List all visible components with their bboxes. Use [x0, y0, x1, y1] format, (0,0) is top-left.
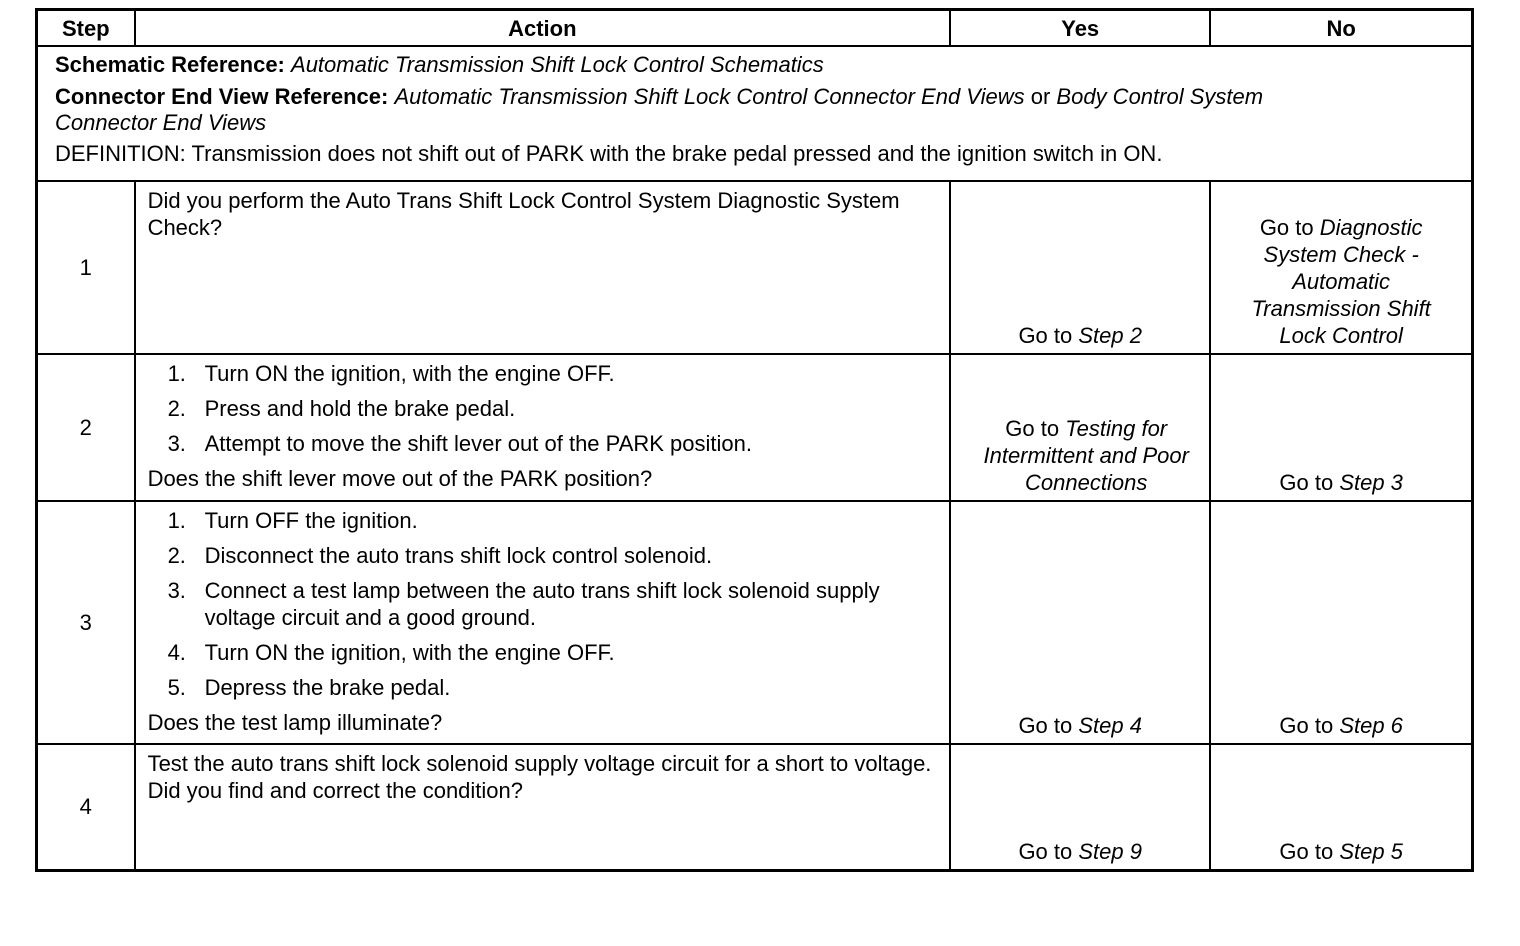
reference-cell [37, 46, 1473, 181]
step-row-3 [37, 501, 1473, 744]
action-cell-1 [135, 181, 951, 354]
step-number-4: 4 [37, 744, 135, 870]
no-4-link[interactable]: Step 5 [1339, 838, 1403, 864]
no-1-link[interactable]: Diagnostic System Check - Automatic Transmission Shift Lock Control [1251, 215, 1431, 348]
list-item: 3. Connect a test lamp between the auto trans shift lock solenoid supply voltage circuit and a good ground. [167, 578, 880, 630]
schematic-reference-value: Automatic Transmission Shift Lock Control Schematics [291, 52, 824, 77]
yes-cell-3 [950, 501, 1210, 744]
action-cell-2 [135, 354, 951, 501]
yes-cell-2 [950, 354, 1210, 501]
yes-cell-1 [950, 181, 1210, 354]
step-number-1: 1 [37, 181, 135, 354]
yes-1-prefix: Go to [1018, 323, 1073, 348]
list-item: 3. Attempt to move the shift lever out of the PARK position. [167, 431, 752, 456]
definition-text: DEFINITION: Transmission does not shift out of PARK with the brake pedal pressed and the ignition switch in ON. [55, 141, 1163, 166]
step-number-3: 3 [37, 501, 135, 744]
connector-reference-value-2: Body Control System Connector End Views [55, 84, 1264, 135]
step-2-question: Does the shift lever move out of the PARK position? [147, 466, 653, 491]
list-item: 1. Turn ON the ignition, with the engine OFF. [167, 361, 615, 386]
list-item: 1. Turn OFF the ignition. [167, 508, 418, 533]
yes-4-link[interactable]: Step 9 [1078, 838, 1142, 864]
connector-reference-or: or [1030, 84, 1051, 109]
no-2-prefix: Go to [1279, 470, 1334, 495]
step-row-4 [37, 744, 1473, 870]
yes-3-link[interactable]: Step 4 [1078, 713, 1142, 738]
connector-reference-value-1: Automatic Transmission Shift Lock Control Connector End Views [394, 84, 1025, 109]
diagnostic-table [35, 8, 1474, 872]
header-no: No [1210, 10, 1472, 47]
no-4-prefix: Go to [1279, 838, 1334, 864]
no-cell-4 [1210, 744, 1472, 870]
list-item: 4. Turn ON the ignition, with the engine OFF. [167, 640, 615, 665]
header-step: Step [37, 10, 135, 47]
step-4-question: Did you find and correct the condition? [147, 778, 524, 803]
step-number-2: 2 [37, 354, 135, 501]
reference-row [37, 46, 1473, 181]
yes-4-prefix: Go to [1018, 838, 1073, 864]
yes-cell-4 [950, 744, 1210, 870]
list-item: 5. Depress the brake pedal. [167, 675, 451, 700]
step-row-2 [37, 354, 1473, 501]
yes-1-link[interactable]: Step 2 [1078, 323, 1142, 348]
action-cell-4 [135, 744, 951, 870]
no-3-prefix: Go to [1279, 713, 1334, 738]
step-1-question: Did you perform the Auto Trans Shift Lock Control System Diagnostic System Check? [147, 188, 900, 240]
header-yes: Yes [950, 10, 1210, 47]
list-item: 2. Press and hold the brake pedal. [167, 396, 516, 421]
yes-2-prefix: Go to [1005, 416, 1060, 441]
step-row-1 [37, 181, 1473, 354]
step-3-question: Does the test lamp illuminate? [147, 710, 443, 735]
yes-3-prefix: Go to [1018, 713, 1073, 738]
no-cell-1 [1210, 181, 1472, 354]
connector-reference-label: Connector End View Reference: [55, 84, 389, 109]
header-row [37, 10, 1473, 47]
no-cell-2 [1210, 354, 1472, 501]
schematic-reference-label: Schematic Reference: [55, 52, 285, 77]
step-2-list [148, 360, 940, 457]
schematic-reference [55, 52, 1461, 78]
action-cell-3 [135, 501, 951, 744]
no-3-link[interactable]: Step 6 [1339, 713, 1403, 738]
list-item: 2. Disconnect the auto trans shift lock control solenoid. [167, 543, 713, 568]
no-cell-3 [1210, 501, 1472, 744]
yes-2-link[interactable]: Testing for Intermittent and Poor Connections [983, 416, 1189, 495]
step-4-instruction: Test the auto trans shift lock solenoid supply voltage circuit for a short to voltage. [147, 751, 932, 776]
step-3-list [148, 507, 940, 701]
no-2-link[interactable]: Step 3 [1339, 470, 1403, 495]
header-action: Action [135, 10, 951, 47]
no-1-prefix: Go to [1259, 215, 1314, 240]
connector-reference [55, 84, 1295, 136]
